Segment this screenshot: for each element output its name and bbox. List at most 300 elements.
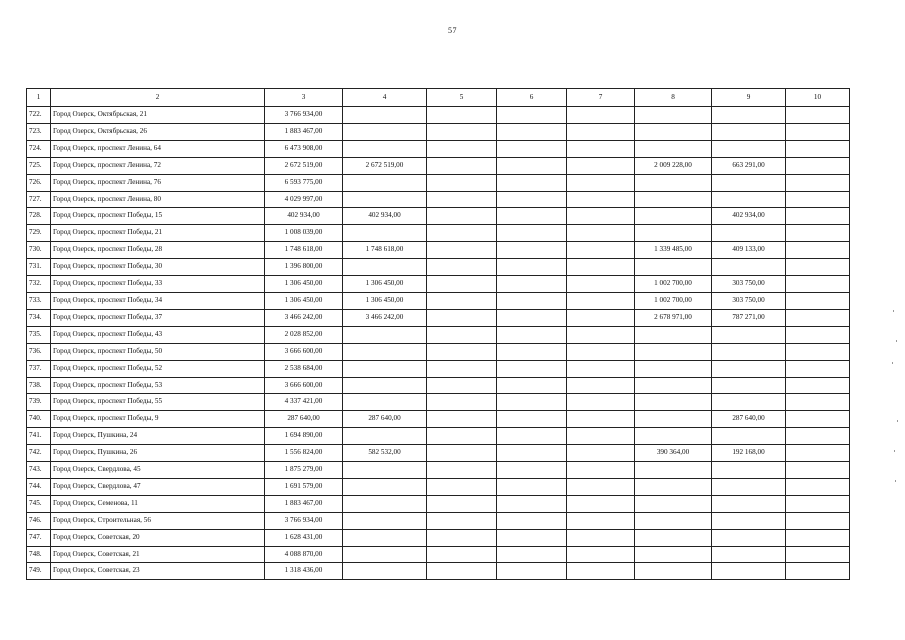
table-cell-col9 xyxy=(712,529,786,546)
table-cell-col6 xyxy=(497,394,567,411)
table-cell-col7 xyxy=(567,478,635,495)
table-cell-col1: 722. xyxy=(27,107,51,124)
table-cell-col7 xyxy=(567,445,635,462)
table-cell-col4: 2 672 519,00 xyxy=(343,157,427,174)
table-cell-col1: 748. xyxy=(27,546,51,563)
table-cell-col8 xyxy=(635,107,712,124)
table-cell-col7 xyxy=(567,276,635,293)
table-cell-col2: Город Озерск, Пушкина, 26 xyxy=(51,445,265,462)
table-cell-col8: 2 678 971,00 xyxy=(635,309,712,326)
table-cell-col2: Город Озерск, Свердлова, 45 xyxy=(51,462,265,479)
table-cell-col3: 1 628 431,00 xyxy=(265,529,343,546)
table-cell-col5 xyxy=(427,495,497,512)
table-row xyxy=(27,107,850,124)
table-cell-col4: 1 748 618,00 xyxy=(343,242,427,259)
table-cell-col10 xyxy=(786,512,850,529)
table-cell-col5 xyxy=(427,411,497,428)
table-cell-col7 xyxy=(567,140,635,157)
table-cell-col6 xyxy=(497,512,567,529)
table-cell-col3: 3 466 242,00 xyxy=(265,309,343,326)
table-cell-col9 xyxy=(712,174,786,191)
table-row xyxy=(27,462,850,479)
table-cell-col5 xyxy=(427,546,497,563)
table-cell-col10 xyxy=(786,326,850,343)
table-cell-col8 xyxy=(635,343,712,360)
table-cell-col3: 1 008 039,00 xyxy=(265,225,343,242)
table-cell-col2: Город Озерск, проспект Победы, 55 xyxy=(51,394,265,411)
table-cell-col1: 740. xyxy=(27,411,51,428)
table-cell-col4 xyxy=(343,326,427,343)
table-cell-col2: Город Озерск, проспект Победы, 33 xyxy=(51,276,265,293)
table-cell-col4 xyxy=(343,225,427,242)
table-cell-col9 xyxy=(712,123,786,140)
table-cell-col6 xyxy=(497,292,567,309)
table-cell-col10 xyxy=(786,529,850,546)
table-row xyxy=(27,208,850,225)
table-cell-col1: 743. xyxy=(27,462,51,479)
header-cell-col3: 3 xyxy=(265,89,343,107)
header-cell-col1: 1 xyxy=(27,89,51,107)
table-row xyxy=(27,428,850,445)
table-cell-col4 xyxy=(343,462,427,479)
table-cell-col1: 730. xyxy=(27,242,51,259)
table-cell-col5 xyxy=(427,512,497,529)
table-cell-col10 xyxy=(786,174,850,191)
table-cell-col5 xyxy=(427,462,497,479)
table-cell-col9 xyxy=(712,326,786,343)
table-row xyxy=(27,445,850,462)
table-cell-col8 xyxy=(635,563,712,580)
table-cell-col4 xyxy=(343,259,427,276)
table-cell-col3: 1 883 467,00 xyxy=(265,495,343,512)
table-cell-col5 xyxy=(427,428,497,445)
table-cell-col9 xyxy=(712,495,786,512)
table-cell-col7 xyxy=(567,326,635,343)
table-row xyxy=(27,394,850,411)
table-cell-col4 xyxy=(343,495,427,512)
table-cell-col4: 1 306 450,00 xyxy=(343,292,427,309)
table-cell-col10 xyxy=(786,360,850,377)
table-row xyxy=(27,123,850,140)
table-cell-col6 xyxy=(497,208,567,225)
table-cell-col8 xyxy=(635,174,712,191)
scan-specks xyxy=(891,300,901,500)
page-number: 57 xyxy=(448,26,457,35)
table-cell-col3: 1 694 890,00 xyxy=(265,428,343,445)
table-cell-col6 xyxy=(497,529,567,546)
table-cell-col9 xyxy=(712,191,786,208)
table-cell-col9 xyxy=(712,394,786,411)
table-cell-col7 xyxy=(567,563,635,580)
table-cell-col7 xyxy=(567,428,635,445)
table-cell-col4 xyxy=(343,428,427,445)
table-cell-col10 xyxy=(786,343,850,360)
table-cell-col1: 727. xyxy=(27,191,51,208)
table-cell-col8 xyxy=(635,529,712,546)
table-cell-col6 xyxy=(497,343,567,360)
table-cell-col8 xyxy=(635,225,712,242)
table-cell-col2: Город Озерск, проспект Победы, 21 xyxy=(51,225,265,242)
table-cell-col3: 4 088 870,00 xyxy=(265,546,343,563)
table-cell-col3: 287 640,00 xyxy=(265,411,343,428)
table-cell-col10 xyxy=(786,377,850,394)
table-cell-col9 xyxy=(712,343,786,360)
table-row xyxy=(27,191,850,208)
table-cell-col6 xyxy=(497,462,567,479)
table-cell-col2: Город Озерск, проспект Победы, 30 xyxy=(51,259,265,276)
table-cell-col7 xyxy=(567,360,635,377)
table-cell-col10 xyxy=(786,495,850,512)
table-cell-col5 xyxy=(427,326,497,343)
header-row xyxy=(27,89,850,107)
table-cell-col2: Город Озерск, проспект Победы, 37 xyxy=(51,309,265,326)
table-cell-col7 xyxy=(567,495,635,512)
table-cell-col5 xyxy=(427,529,497,546)
table-cell-col10 xyxy=(786,140,850,157)
header-cell-col4: 4 xyxy=(343,89,427,107)
table-cell-col9 xyxy=(712,478,786,495)
table-cell-col3: 3 766 934,00 xyxy=(265,512,343,529)
table-cell-col3: 1 306 450,00 xyxy=(265,292,343,309)
table-cell-col7 xyxy=(567,411,635,428)
table-cell-col10 xyxy=(786,428,850,445)
table-cell-col8 xyxy=(635,360,712,377)
table-cell-col7 xyxy=(567,174,635,191)
table-cell-col8 xyxy=(635,377,712,394)
table-cell-col4: 582 532,00 xyxy=(343,445,427,462)
table-cell-col3: 402 934,00 xyxy=(265,208,343,225)
table-cell-col1: 737. xyxy=(27,360,51,377)
table-cell-col8 xyxy=(635,428,712,445)
table-cell-col4 xyxy=(343,546,427,563)
table-cell-col7 xyxy=(567,225,635,242)
table-cell-col9 xyxy=(712,563,786,580)
table-cell-col9: 402 934,00 xyxy=(712,208,786,225)
table-cell-col5 xyxy=(427,259,497,276)
header-cell-col5: 5 xyxy=(427,89,497,107)
table-cell-col4 xyxy=(343,191,427,208)
table-cell-col8 xyxy=(635,208,712,225)
table-cell-col9 xyxy=(712,462,786,479)
header-cell-col2: 2 xyxy=(51,89,265,107)
table-cell-col8: 1 339 485,00 xyxy=(635,242,712,259)
table-cell-col3: 1 875 279,00 xyxy=(265,462,343,479)
table-row xyxy=(27,546,850,563)
table-cell-col3: 3 766 934,00 xyxy=(265,107,343,124)
table-cell-col1: 742. xyxy=(27,445,51,462)
table-cell-col1: 736. xyxy=(27,343,51,360)
table-cell-col10 xyxy=(786,242,850,259)
header-cell-col6: 6 xyxy=(497,89,567,107)
table-cell-col5 xyxy=(427,394,497,411)
table-cell-col4 xyxy=(343,174,427,191)
table-row xyxy=(27,512,850,529)
table-cell-col6 xyxy=(497,191,567,208)
table-cell-col5 xyxy=(427,140,497,157)
table-cell-col3: 1 396 800,00 xyxy=(265,259,343,276)
table-cell-col10 xyxy=(786,478,850,495)
table-cell-col2: Город Озерск, проспект Победы, 28 xyxy=(51,242,265,259)
table-cell-col7 xyxy=(567,343,635,360)
table-cell-col2: Город Озерск, проспект Победы, 52 xyxy=(51,360,265,377)
table-cell-col2: Город Озерск, проспект Ленина, 80 xyxy=(51,191,265,208)
table-row xyxy=(27,309,850,326)
table-cell-col2: Город Озерск, проспект Победы, 43 xyxy=(51,326,265,343)
table-row xyxy=(27,225,850,242)
table-cell-col10 xyxy=(786,411,850,428)
header-cell-col10: 10 xyxy=(786,89,850,107)
table-body xyxy=(27,107,850,580)
table-cell-col5 xyxy=(427,360,497,377)
table-cell-col5 xyxy=(427,191,497,208)
table-cell-col7 xyxy=(567,157,635,174)
table-cell-col6 xyxy=(497,225,567,242)
table-cell-col3: 3 666 600,00 xyxy=(265,377,343,394)
table-cell-col6 xyxy=(497,259,567,276)
header-cell-col9: 9 xyxy=(712,89,786,107)
table-cell-col10 xyxy=(786,292,850,309)
table-cell-col2: Город Озерск, Советская, 20 xyxy=(51,529,265,546)
table-cell-col9: 663 291,00 xyxy=(712,157,786,174)
table-cell-col2: Город Озерск, проспект Победы, 15 xyxy=(51,208,265,225)
table-cell-col7 xyxy=(567,292,635,309)
table-cell-col4: 3 466 242,00 xyxy=(343,309,427,326)
table-cell-col5 xyxy=(427,563,497,580)
table-cell-col4 xyxy=(343,394,427,411)
table-cell-col2: Город Озерск, Свердлова, 47 xyxy=(51,478,265,495)
table-cell-col8 xyxy=(635,512,712,529)
table-cell-col7 xyxy=(567,191,635,208)
table-cell-col3: 4 337 421,00 xyxy=(265,394,343,411)
table-cell-col1: 733. xyxy=(27,292,51,309)
table-cell-col8 xyxy=(635,394,712,411)
table-cell-col8 xyxy=(635,495,712,512)
table-cell-col10 xyxy=(786,107,850,124)
table-cell-col10 xyxy=(786,259,850,276)
table-cell-col5 xyxy=(427,343,497,360)
table-cell-col6 xyxy=(497,478,567,495)
table-cell-col2: Город Озерск, проспект Ленина, 76 xyxy=(51,174,265,191)
table-cell-col2: Город Озерск, проспект Победы, 50 xyxy=(51,343,265,360)
table-cell-col4: 1 306 450,00 xyxy=(343,276,427,293)
table-cell-col10 xyxy=(786,445,850,462)
table-row xyxy=(27,292,850,309)
table-cell-col10 xyxy=(786,208,850,225)
table-cell-col4 xyxy=(343,343,427,360)
table-cell-col8: 390 364,00 xyxy=(635,445,712,462)
table-cell-col6 xyxy=(497,546,567,563)
table-cell-col10 xyxy=(786,157,850,174)
table-cell-col5 xyxy=(427,309,497,326)
table-cell-col9: 303 750,00 xyxy=(712,276,786,293)
table-row xyxy=(27,377,850,394)
table-cell-col6 xyxy=(497,276,567,293)
table-cell-col6 xyxy=(497,140,567,157)
table-cell-col2: Город Озерск, проспект Победы, 9 xyxy=(51,411,265,428)
table-cell-col6 xyxy=(497,411,567,428)
table-cell-col6 xyxy=(497,123,567,140)
table-cell-col1: 738. xyxy=(27,377,51,394)
table-cell-col3: 1 691 579,00 xyxy=(265,478,343,495)
table-cell-col8: 1 002 700,00 xyxy=(635,276,712,293)
table-cell-col8: 1 002 700,00 xyxy=(635,292,712,309)
table-cell-col1: 726. xyxy=(27,174,51,191)
table-cell-col1: 745. xyxy=(27,495,51,512)
table-cell-col6 xyxy=(497,157,567,174)
table-row xyxy=(27,495,850,512)
table-cell-col2: Город Озерск, Октябрьская, 26 xyxy=(51,123,265,140)
table-row xyxy=(27,326,850,343)
table-cell-col6 xyxy=(497,326,567,343)
table-cell-col9 xyxy=(712,377,786,394)
table-cell-col3: 1 883 467,00 xyxy=(265,123,343,140)
table-cell-col4 xyxy=(343,512,427,529)
table-row xyxy=(27,276,850,293)
table-cell-col9 xyxy=(712,428,786,445)
table-cell-col6 xyxy=(497,377,567,394)
table-row xyxy=(27,174,850,191)
table-cell-col10 xyxy=(786,191,850,208)
table-cell-col3: 1 556 824,00 xyxy=(265,445,343,462)
table-cell-col3: 4 029 997,00 xyxy=(265,191,343,208)
table-cell-col1: 747. xyxy=(27,529,51,546)
table-cell-col10 xyxy=(786,462,850,479)
table-cell-col9 xyxy=(712,546,786,563)
table-cell-col10 xyxy=(786,309,850,326)
table-cell-col6 xyxy=(497,445,567,462)
header-cell-col8: 8 xyxy=(635,89,712,107)
table-cell-col1: 746. xyxy=(27,512,51,529)
table-cell-col10 xyxy=(786,563,850,580)
table-cell-col8 xyxy=(635,478,712,495)
table-cell-col5 xyxy=(427,174,497,191)
table-cell-col1: 723. xyxy=(27,123,51,140)
table-cell-col2: Город Озерск, проспект Победы, 34 xyxy=(51,292,265,309)
table-cell-col10 xyxy=(786,225,850,242)
table-cell-col5 xyxy=(427,242,497,259)
table-cell-col10 xyxy=(786,276,850,293)
table-cell-col9 xyxy=(712,360,786,377)
table-cell-col7 xyxy=(567,377,635,394)
table-cell-col6 xyxy=(497,360,567,377)
table-cell-col10 xyxy=(786,123,850,140)
table-cell-col7 xyxy=(567,462,635,479)
table-cell-col6 xyxy=(497,107,567,124)
table-cell-col5 xyxy=(427,107,497,124)
table-cell-col9: 287 640,00 xyxy=(712,411,786,428)
table-cell-col1: 749. xyxy=(27,563,51,580)
table-cell-col2: Город Озерск, Пушкина, 24 xyxy=(51,428,265,445)
table-cell-col8 xyxy=(635,140,712,157)
table-cell-col9 xyxy=(712,140,786,157)
table-cell-col6 xyxy=(497,174,567,191)
register-table xyxy=(26,88,850,580)
table-cell-col7 xyxy=(567,242,635,259)
table-cell-col9: 409 133,00 xyxy=(712,242,786,259)
table-cell-col1: 731. xyxy=(27,259,51,276)
table-cell-col9 xyxy=(712,107,786,124)
table-cell-col4 xyxy=(343,107,427,124)
table-cell-col5 xyxy=(427,292,497,309)
table-cell-col9 xyxy=(712,259,786,276)
table-cell-col3: 6 593 775,00 xyxy=(265,174,343,191)
table-cell-col10 xyxy=(786,394,850,411)
table-cell-col1: 734. xyxy=(27,309,51,326)
table-cell-col5 xyxy=(427,276,497,293)
table-cell-col3: 2 538 684,00 xyxy=(265,360,343,377)
table-cell-col5 xyxy=(427,225,497,242)
table-cell-col9 xyxy=(712,512,786,529)
table-cell-col4 xyxy=(343,123,427,140)
table-cell-col1: 741. xyxy=(27,428,51,445)
table-cell-col7 xyxy=(567,546,635,563)
table-cell-col5 xyxy=(427,157,497,174)
table-cell-col8 xyxy=(635,326,712,343)
table-cell-col1: 735. xyxy=(27,326,51,343)
table-cell-col3: 2 028 852,00 xyxy=(265,326,343,343)
table-cell-col4: 287 640,00 xyxy=(343,411,427,428)
table-cell-col4: 402 934,00 xyxy=(343,208,427,225)
table-cell-col6 xyxy=(497,495,567,512)
table-cell-col6 xyxy=(497,242,567,259)
table-cell-col3: 2 672 519,00 xyxy=(265,157,343,174)
table-cell-col6 xyxy=(497,563,567,580)
table-cell-col2: Город Озерск, Строительная, 56 xyxy=(51,512,265,529)
table-cell-col4 xyxy=(343,140,427,157)
table-row xyxy=(27,259,850,276)
table-cell-col7 xyxy=(567,512,635,529)
table-cell-col3: 1 318 436,00 xyxy=(265,563,343,580)
table-cell-col8 xyxy=(635,123,712,140)
table-cell-col1: 724. xyxy=(27,140,51,157)
table-cell-col5 xyxy=(427,123,497,140)
table-cell-col6 xyxy=(497,428,567,445)
table-cell-col3: 6 473 908,00 xyxy=(265,140,343,157)
table-cell-col5 xyxy=(427,377,497,394)
table-cell-col7 xyxy=(567,394,635,411)
table-cell-col7 xyxy=(567,208,635,225)
table-cell-col9: 303 750,00 xyxy=(712,292,786,309)
table-cell-col2: Город Озерск, Октябрьская, 21 xyxy=(51,107,265,124)
table-cell-col9 xyxy=(712,225,786,242)
table-cell-col2: Город Озерск, проспект Ленина, 72 xyxy=(51,157,265,174)
table-row xyxy=(27,140,850,157)
table-cell-col8 xyxy=(635,411,712,428)
table-row xyxy=(27,478,850,495)
table-cell-col4 xyxy=(343,377,427,394)
header-cell-col7: 7 xyxy=(567,89,635,107)
table-row xyxy=(27,360,850,377)
table-row xyxy=(27,157,850,174)
table-cell-col4 xyxy=(343,529,427,546)
table-cell-col3: 1 748 618,00 xyxy=(265,242,343,259)
table-cell-col8 xyxy=(635,546,712,563)
table-row xyxy=(27,343,850,360)
table-cell-col3: 3 666 600,00 xyxy=(265,343,343,360)
table-cell-col8 xyxy=(635,191,712,208)
table-cell-col2: Город Озерск, Семенова, 11 xyxy=(51,495,265,512)
table-cell-col4 xyxy=(343,563,427,580)
table-cell-col5 xyxy=(427,445,497,462)
table-row xyxy=(27,411,850,428)
table-cell-col4 xyxy=(343,360,427,377)
table-cell-col8: 2 009 228,00 xyxy=(635,157,712,174)
table-row xyxy=(27,529,850,546)
table-cell-col1: 725. xyxy=(27,157,51,174)
table-cell-col5 xyxy=(427,208,497,225)
table-cell-col8 xyxy=(635,259,712,276)
table-cell-col9: 787 271,00 xyxy=(712,309,786,326)
